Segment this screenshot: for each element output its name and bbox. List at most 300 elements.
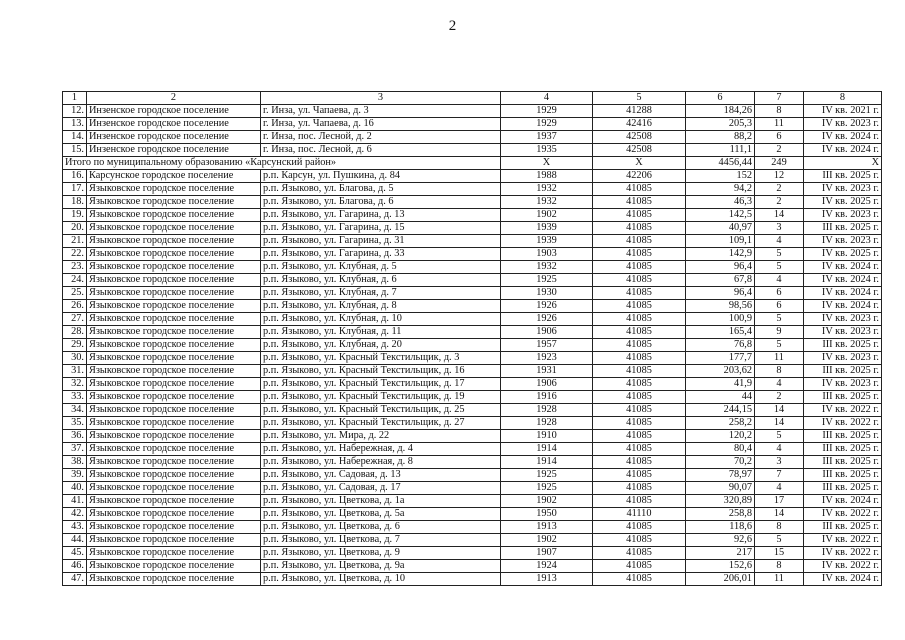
table-row [63, 339, 882, 352]
build-year: 1903 [501, 248, 593, 261]
term-value: III кв. 2025 г. [804, 365, 882, 378]
table-row [63, 560, 882, 573]
building-address: р.п. Языково, ул. Садовая, д. 17 [261, 482, 501, 495]
build-year: 1929 [501, 118, 593, 131]
term-value: IV кв. 2023 г. [804, 209, 882, 222]
row-number: 42. [63, 508, 87, 521]
build-year: 1902 [501, 495, 593, 508]
build-year: 1913 [501, 573, 593, 586]
building-address: р.п. Языково, ул. Цветкова, д. 5а [261, 508, 501, 521]
code-value: 41085 [593, 261, 686, 274]
term-value: III кв. 2025 г. [804, 482, 882, 495]
area-value: 46,3 [686, 196, 755, 209]
table-row [63, 313, 882, 326]
build-year: 1924 [501, 560, 593, 573]
building-address: р.п. Языково, ул. Клубная, д. 8 [261, 300, 501, 313]
code-value: 42508 [593, 144, 686, 157]
term-value: IV кв. 2024 г. [804, 144, 882, 157]
build-year: 1988 [501, 170, 593, 183]
row-number: 45. [63, 547, 87, 560]
building-address: г. Инза, ул. Чапаева, д. 16 [261, 118, 501, 131]
build-year: X [501, 157, 593, 170]
count-value: 8 [755, 560, 804, 573]
build-year: 1935 [501, 144, 593, 157]
row-number: 26. [63, 300, 87, 313]
col-header-7: 7 [755, 92, 804, 105]
code-value: 41085 [593, 430, 686, 443]
building-address: р.п. Языково, ул. Благова, д. 6 [261, 196, 501, 209]
row-number: 37. [63, 443, 87, 456]
count-value: 3 [755, 222, 804, 235]
term-value: IV кв. 2024 г. [804, 274, 882, 287]
table-body [63, 92, 882, 586]
settlement-name: Языковское городское поселение [87, 443, 261, 456]
count-value: 15 [755, 547, 804, 560]
count-value: 12 [755, 170, 804, 183]
building-address: р.п. Языково, ул. Клубная, д. 6 [261, 274, 501, 287]
table-row [63, 391, 882, 404]
building-address: р.п. Языково, ул. Гагарина, д. 15 [261, 222, 501, 235]
settlement-name: Языковское городское поселение [87, 495, 261, 508]
term-value: III кв. 2025 г. [804, 339, 882, 352]
build-year: 1939 [501, 222, 593, 235]
row-number: 36. [63, 430, 87, 443]
table-row [63, 404, 882, 417]
area-value: 94,2 [686, 183, 755, 196]
count-value: 4 [755, 235, 804, 248]
count-value: 2 [755, 196, 804, 209]
build-year: 1902 [501, 209, 593, 222]
table-row [63, 573, 882, 586]
code-value: 41085 [593, 521, 686, 534]
row-number: 25. [63, 287, 87, 300]
table-row [63, 261, 882, 274]
row-number: 35. [63, 417, 87, 430]
term-value: IV кв. 2023 г. [804, 378, 882, 391]
build-year: 1926 [501, 313, 593, 326]
building-address: р.п. Языково, ул. Цветкова, д. 9а [261, 560, 501, 573]
area-value: 152,6 [686, 560, 755, 573]
build-year: 1925 [501, 469, 593, 482]
row-number: 12. [63, 105, 87, 118]
settlement-name: Языковское городское поселение [87, 300, 261, 313]
building-address: р.п. Языково, ул. Цветкова, д. 10 [261, 573, 501, 586]
area-value: 90,07 [686, 482, 755, 495]
table-row [63, 456, 882, 469]
building-address: р.п. Языково, ул. Красный Текстильщик, д. 3 [261, 352, 501, 365]
code-value: 41085 [593, 209, 686, 222]
code-value: 41085 [593, 482, 686, 495]
row-number: 18. [63, 196, 87, 209]
area-value: 111,1 [686, 144, 755, 157]
count-value: 14 [755, 417, 804, 430]
building-address: р.п. Языково, ул. Набережная, д. 8 [261, 456, 501, 469]
settlement-name: Языковское городское поселение [87, 183, 261, 196]
term-value: III кв. 2025 г. [804, 443, 882, 456]
table-row [63, 417, 882, 430]
column-number-header [63, 92, 882, 105]
table-row [63, 365, 882, 378]
count-value: 4 [755, 378, 804, 391]
count-value: 5 [755, 261, 804, 274]
area-value: 109,1 [686, 235, 755, 248]
building-address: р.п. Языково, ул. Клубная, д. 5 [261, 261, 501, 274]
building-address: р.п. Языково, ул. Набережная, д. 4 [261, 443, 501, 456]
building-address: р.п. Языково, ул. Гагарина, д. 31 [261, 235, 501, 248]
count-value: 6 [755, 300, 804, 313]
settlement-name: Инзенское городское поселение [87, 118, 261, 131]
col-header-5: 5 [593, 92, 686, 105]
term-value: III кв. 2025 г. [804, 170, 882, 183]
table-row [63, 300, 882, 313]
count-value: 17 [755, 495, 804, 508]
area-value: 206,01 [686, 573, 755, 586]
table-row [63, 118, 882, 131]
count-value: 11 [755, 352, 804, 365]
table-row [63, 352, 882, 365]
table-row [63, 248, 882, 261]
settlement-name: Языковское городское поселение [87, 547, 261, 560]
table-row [63, 196, 882, 209]
table-row [63, 430, 882, 443]
count-value: 14 [755, 209, 804, 222]
code-value: 41085 [593, 183, 686, 196]
building-address: р.п. Языково, ул. Цветкова, д. 6 [261, 521, 501, 534]
settlement-name: Языковское городское поселение [87, 209, 261, 222]
row-number: 34. [63, 404, 87, 417]
build-year: 1930 [501, 287, 593, 300]
row-number: 13. [63, 118, 87, 131]
code-value: 41085 [593, 352, 686, 365]
code-value: 41085 [593, 274, 686, 287]
area-value: 152 [686, 170, 755, 183]
code-value: 41085 [593, 222, 686, 235]
page-number: 2 [448, 18, 457, 34]
settlement-name: Языковское городское поселение [87, 482, 261, 495]
settlement-name: Инзенское городское поселение [87, 105, 261, 118]
row-number: 38. [63, 456, 87, 469]
building-address: р.п. Языково, ул. Цветкова, д. 7 [261, 534, 501, 547]
count-value: 5 [755, 339, 804, 352]
building-address: р.п. Языково, ул. Красный Текстильщик, д. 27 [261, 417, 501, 430]
term-value: IV кв. 2025 г. [804, 248, 882, 261]
term-value: IV кв. 2022 г. [804, 508, 882, 521]
build-year: 1932 [501, 261, 593, 274]
build-year: 1916 [501, 391, 593, 404]
area-value: 88,2 [686, 131, 755, 144]
table-row [63, 274, 882, 287]
build-year: 1913 [501, 521, 593, 534]
row-number: 14. [63, 131, 87, 144]
settlement-name: Языковское городское поселение [87, 235, 261, 248]
col-header-1: 1 [63, 92, 87, 105]
col-header-2: 2 [87, 92, 261, 105]
building-address: р.п. Языково, ул. Цветкова, д. 9 [261, 547, 501, 560]
area-value: 258,2 [686, 417, 755, 430]
code-value: 42508 [593, 131, 686, 144]
building-address: р.п. Языково, ул. Мира, д. 22 [261, 430, 501, 443]
settlement-name: Языковское городское поселение [87, 430, 261, 443]
area-value: 320,89 [686, 495, 755, 508]
building-address: р.п. Языково, ул. Гагарина, д. 13 [261, 209, 501, 222]
row-number: 16. [63, 170, 87, 183]
term-value: III кв. 2025 г. [804, 469, 882, 482]
settlement-name: Языковское городское поселение [87, 456, 261, 469]
settlement-name: Карсунское городское поселение [87, 170, 261, 183]
count-value: 8 [755, 521, 804, 534]
term-value: III кв. 2025 г. [804, 456, 882, 469]
code-value: 41085 [593, 404, 686, 417]
settlement-name: Языковское городское поселение [87, 508, 261, 521]
settlement-name: Языковское городское поселение [87, 196, 261, 209]
build-year: 1928 [501, 417, 593, 430]
term-value: IV кв. 2023 г. [804, 118, 882, 131]
row-number: 20. [63, 222, 87, 235]
area-value: 76,8 [686, 339, 755, 352]
area-value: 78,97 [686, 469, 755, 482]
area-value: 67,8 [686, 274, 755, 287]
build-year: 1932 [501, 183, 593, 196]
area-value: 217 [686, 547, 755, 560]
building-address: р.п. Языково, ул. Красный Текстильщик, д. 19 [261, 391, 501, 404]
table-row [63, 482, 882, 495]
building-address: р.п. Языково, ул. Клубная, д. 7 [261, 287, 501, 300]
row-number: 43. [63, 521, 87, 534]
code-value: 41085 [593, 196, 686, 209]
code-value: 41085 [593, 443, 686, 456]
build-year: 1931 [501, 365, 593, 378]
settlement-name: Языковское городское поселение [87, 521, 261, 534]
code-value: 41085 [593, 326, 686, 339]
table-row [63, 378, 882, 391]
count-value: 2 [755, 183, 804, 196]
area-value: 96,4 [686, 287, 755, 300]
area-value: 100,9 [686, 313, 755, 326]
settlement-name: Языковское городское поселение [87, 261, 261, 274]
code-value: 41085 [593, 248, 686, 261]
total-row [63, 157, 882, 170]
build-year: 1950 [501, 508, 593, 521]
table-row [63, 469, 882, 482]
term-value: IV кв. 2022 г. [804, 404, 882, 417]
table-row [63, 521, 882, 534]
count-value: 9 [755, 326, 804, 339]
settlement-name: Языковское городское поселение [87, 222, 261, 235]
row-number: 21. [63, 235, 87, 248]
row-number: 31. [63, 365, 87, 378]
term-value: IV кв. 2024 г. [804, 131, 882, 144]
code-value: 41085 [593, 573, 686, 586]
build-year: 1914 [501, 456, 593, 469]
build-year: 1906 [501, 326, 593, 339]
build-year: 1906 [501, 378, 593, 391]
col-header-8: 8 [804, 92, 882, 105]
settlement-name: Языковское городское поселение [87, 313, 261, 326]
building-address: р.п. Языково, ул. Гагарина, д. 33 [261, 248, 501, 261]
table-row [63, 144, 882, 157]
row-number: 33. [63, 391, 87, 404]
term-value: X [804, 157, 882, 170]
area-value: 203,62 [686, 365, 755, 378]
settlement-name: Языковское городское поселение [87, 560, 261, 573]
table-row [63, 131, 882, 144]
settlement-name: Языковское городское поселение [87, 274, 261, 287]
row-number: 39. [63, 469, 87, 482]
area-value: 205,3 [686, 118, 755, 131]
area-value: 41,9 [686, 378, 755, 391]
area-value: 80,4 [686, 443, 755, 456]
building-address: р.п. Языково, ул. Клубная, д. 20 [261, 339, 501, 352]
row-number: 46. [63, 560, 87, 573]
row-number: 27. [63, 313, 87, 326]
build-year: 1957 [501, 339, 593, 352]
building-address: р.п. Карсун, ул. Пушкина, д. 84 [261, 170, 501, 183]
count-value: 14 [755, 508, 804, 521]
row-number: 24. [63, 274, 87, 287]
table-row [63, 170, 882, 183]
area-value: 142,5 [686, 209, 755, 222]
build-year: 1907 [501, 547, 593, 560]
count-value: 6 [755, 287, 804, 300]
row-number: 23. [63, 261, 87, 274]
table-row [63, 326, 882, 339]
table-row [63, 222, 882, 235]
settlement-name: Инзенское городское поселение [87, 131, 261, 144]
settlement-name: Языковское городское поселение [87, 417, 261, 430]
area-value: 177,7 [686, 352, 755, 365]
code-value: 41085 [593, 235, 686, 248]
table-row [63, 495, 882, 508]
row-number: 40. [63, 482, 87, 495]
term-value: IV кв. 2024 г. [804, 573, 882, 586]
building-address: р.п. Языково, ул. Клубная, д. 11 [261, 326, 501, 339]
building-address: р.п. Языково, ул. Цветкова, д. 1а [261, 495, 501, 508]
term-value: IV кв. 2023 г. [804, 352, 882, 365]
building-address: г. Инза, ул. Чапаева, д. 3 [261, 105, 501, 118]
count-value: 11 [755, 573, 804, 586]
row-number: 32. [63, 378, 87, 391]
code-value: 41085 [593, 378, 686, 391]
term-value: III кв. 2025 г. [804, 222, 882, 235]
code-value: 41288 [593, 105, 686, 118]
building-address: р.п. Языково, ул. Садовая, д. 13 [261, 469, 501, 482]
settlement-name: Языковское городское поселение [87, 326, 261, 339]
building-address: р.п. Языково, ул. Красный Текстильщик, д. 25 [261, 404, 501, 417]
count-value: 5 [755, 534, 804, 547]
term-value: IV кв. 2025 г. [804, 196, 882, 209]
col-header-4: 4 [501, 92, 593, 105]
building-address: р.п. Языково, ул. Благова, д. 5 [261, 183, 501, 196]
building-address: р.п. Языково, ул. Красный Текстильщик, д. 17 [261, 378, 501, 391]
code-value: 41085 [593, 534, 686, 547]
table-row [63, 105, 882, 118]
row-number: 41. [63, 495, 87, 508]
code-value: 41110 [593, 508, 686, 521]
term-value: III кв. 2025 г. [804, 391, 882, 404]
code-value: 42206 [593, 170, 686, 183]
area-value: 4456,44 [686, 157, 755, 170]
code-value: 41085 [593, 547, 686, 560]
settlement-name: Языковское городское поселение [87, 378, 261, 391]
term-value: IV кв. 2023 г. [804, 313, 882, 326]
build-year: 1910 [501, 430, 593, 443]
count-value: 7 [755, 469, 804, 482]
code-value: 41085 [593, 300, 686, 313]
area-value: 96,4 [686, 261, 755, 274]
term-value: IV кв. 2024 г. [804, 261, 882, 274]
term-value: III кв. 2025 г. [804, 430, 882, 443]
code-value: 41085 [593, 365, 686, 378]
settlement-name: Языковское городское поселение [87, 391, 261, 404]
housing-register-table [62, 91, 882, 586]
table-row [63, 235, 882, 248]
count-value: 11 [755, 118, 804, 131]
building-address: г. Инза, пос. Лесной, д. 2 [261, 131, 501, 144]
count-value: 2 [755, 144, 804, 157]
row-number: 22. [63, 248, 87, 261]
code-value: 41085 [593, 495, 686, 508]
area-value: 244,15 [686, 404, 755, 417]
row-number: 17. [63, 183, 87, 196]
row-number: 19. [63, 209, 87, 222]
table-row [63, 547, 882, 560]
count-value: 5 [755, 248, 804, 261]
building-address: р.п. Языково, ул. Клубная, д. 10 [261, 313, 501, 326]
code-value: 41085 [593, 313, 686, 326]
count-value: 4 [755, 482, 804, 495]
code-value: 41085 [593, 456, 686, 469]
term-value: IV кв. 2024 г. [804, 495, 882, 508]
code-value: 41085 [593, 560, 686, 573]
term-value: IV кв. 2024 г. [804, 287, 882, 300]
settlement-name: Языковское городское поселение [87, 365, 261, 378]
total-label: Итого по муниципальному образованию «Карсунский район» [63, 157, 501, 170]
count-value: 4 [755, 443, 804, 456]
term-value: III кв. 2025 г. [804, 521, 882, 534]
settlement-name: Языковское городское поселение [87, 404, 261, 417]
count-value: 14 [755, 404, 804, 417]
term-value: IV кв. 2023 г. [804, 183, 882, 196]
code-value: 41085 [593, 339, 686, 352]
build-year: 1928 [501, 404, 593, 417]
code-value: X [593, 157, 686, 170]
count-value: 4 [755, 274, 804, 287]
term-value: IV кв. 2022 г. [804, 417, 882, 430]
count-value: 3 [755, 456, 804, 469]
row-number: 29. [63, 339, 87, 352]
table-row [63, 443, 882, 456]
count-value: 8 [755, 365, 804, 378]
build-year: 1937 [501, 131, 593, 144]
area-value: 165,4 [686, 326, 755, 339]
row-number: 28. [63, 326, 87, 339]
build-year: 1902 [501, 534, 593, 547]
settlement-name: Языковское городское поселение [87, 287, 261, 300]
settlement-name: Языковское городское поселение [87, 469, 261, 482]
area-value: 120,2 [686, 430, 755, 443]
build-year: 1932 [501, 196, 593, 209]
build-year: 1923 [501, 352, 593, 365]
term-value: IV кв. 2022 г. [804, 547, 882, 560]
term-value: IV кв. 2024 г. [804, 300, 882, 313]
term-value: IV кв. 2023 г. [804, 235, 882, 248]
count-value: 249 [755, 157, 804, 170]
count-value: 8 [755, 105, 804, 118]
term-value: IV кв. 2022 г. [804, 534, 882, 547]
row-number: 15. [63, 144, 87, 157]
build-year: 1929 [501, 105, 593, 118]
area-value: 118,6 [686, 521, 755, 534]
